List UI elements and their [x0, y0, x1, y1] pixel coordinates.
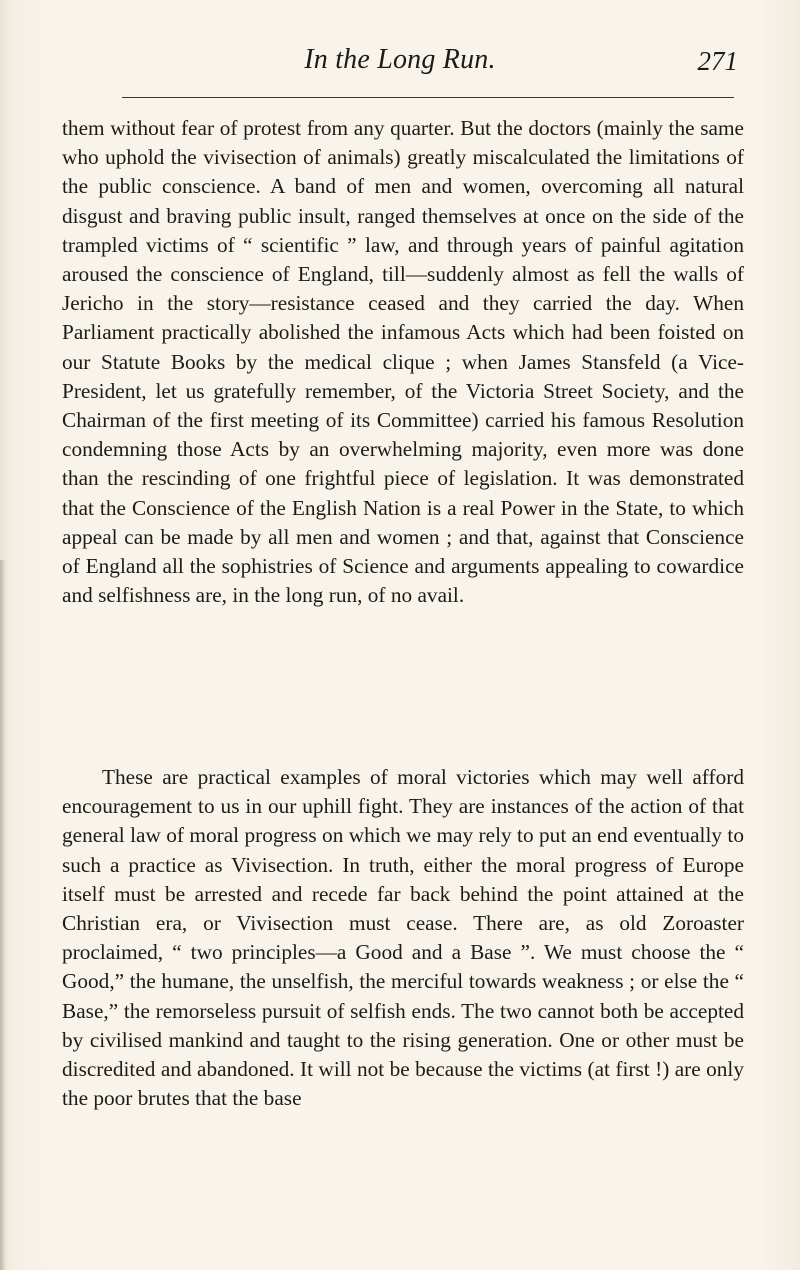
header-rule [122, 97, 734, 98]
paragraph-1: them without fear of protest from any quarter. But the doctors (mainly the same who uphold the vivisection of animals) greatly miscalculated the limitations of the public conscience. A band of men and women, overcoming all natural disgust and braving public insult, ranged themselves at once on the side of the trampled victims of “ scientific ” law, and through years of painful agitation aroused the conscience of England, till—suddenly almost as fell the walls of Jericho in the story—resistance ceased and they carried the day. When Parliament practically abolished the infamous Acts which had been foisted on our Statute Books by the medical clique ; when James Stansfeld (a Vice-President, let us gratefully remember, of the Victoria Street Society, and the Chairman of the first meeting of its Committee) carried his famous Resolution condemning those Acts by an overwhelming majority, even more was done than the rescinding of one frightful piece of legislation. It was demonstrated that the Conscience of the English Nation is a real Power in the State, to which appeal can be made by all men and women ; and that, against that Conscience of England all the sophistries of Science and arguments appealing to cowardice and selfishness are, in the long run, of no avail. [62, 116, 744, 608]
paragraph-2: These are practical examples of moral victories which may well afford encouragement to us in our uphill fight. They are instances of the action of that general law of moral progress on which we may rely to put an end eventually to such a practice as Vivisection. In truth, either the moral progress of Europe itself must be arrested and recede far back behind the point attained at the Christian era, or Vivisection must cease. There are, as old Zoroaster proclaimed, “ two principles—a Good and a Base ”. We must choose the “ Good,” the humane, the unselfish, the merciful towards weakness ; or else the “ Base,” the remorseless pursuit of selfish ends. The two cannot both be accepted by civilised mankind and taught to the rising generation. One or other must be discredited and abandoned. It will not be because the victims (at first !) are only the poor brutes that the base [62, 765, 744, 1111]
page-edge-shadow [0, 560, 6, 1270]
page-header [0, 36, 800, 76]
running-title: In the Long Run. [304, 44, 496, 75]
page-number: 271 [697, 46, 738, 76]
